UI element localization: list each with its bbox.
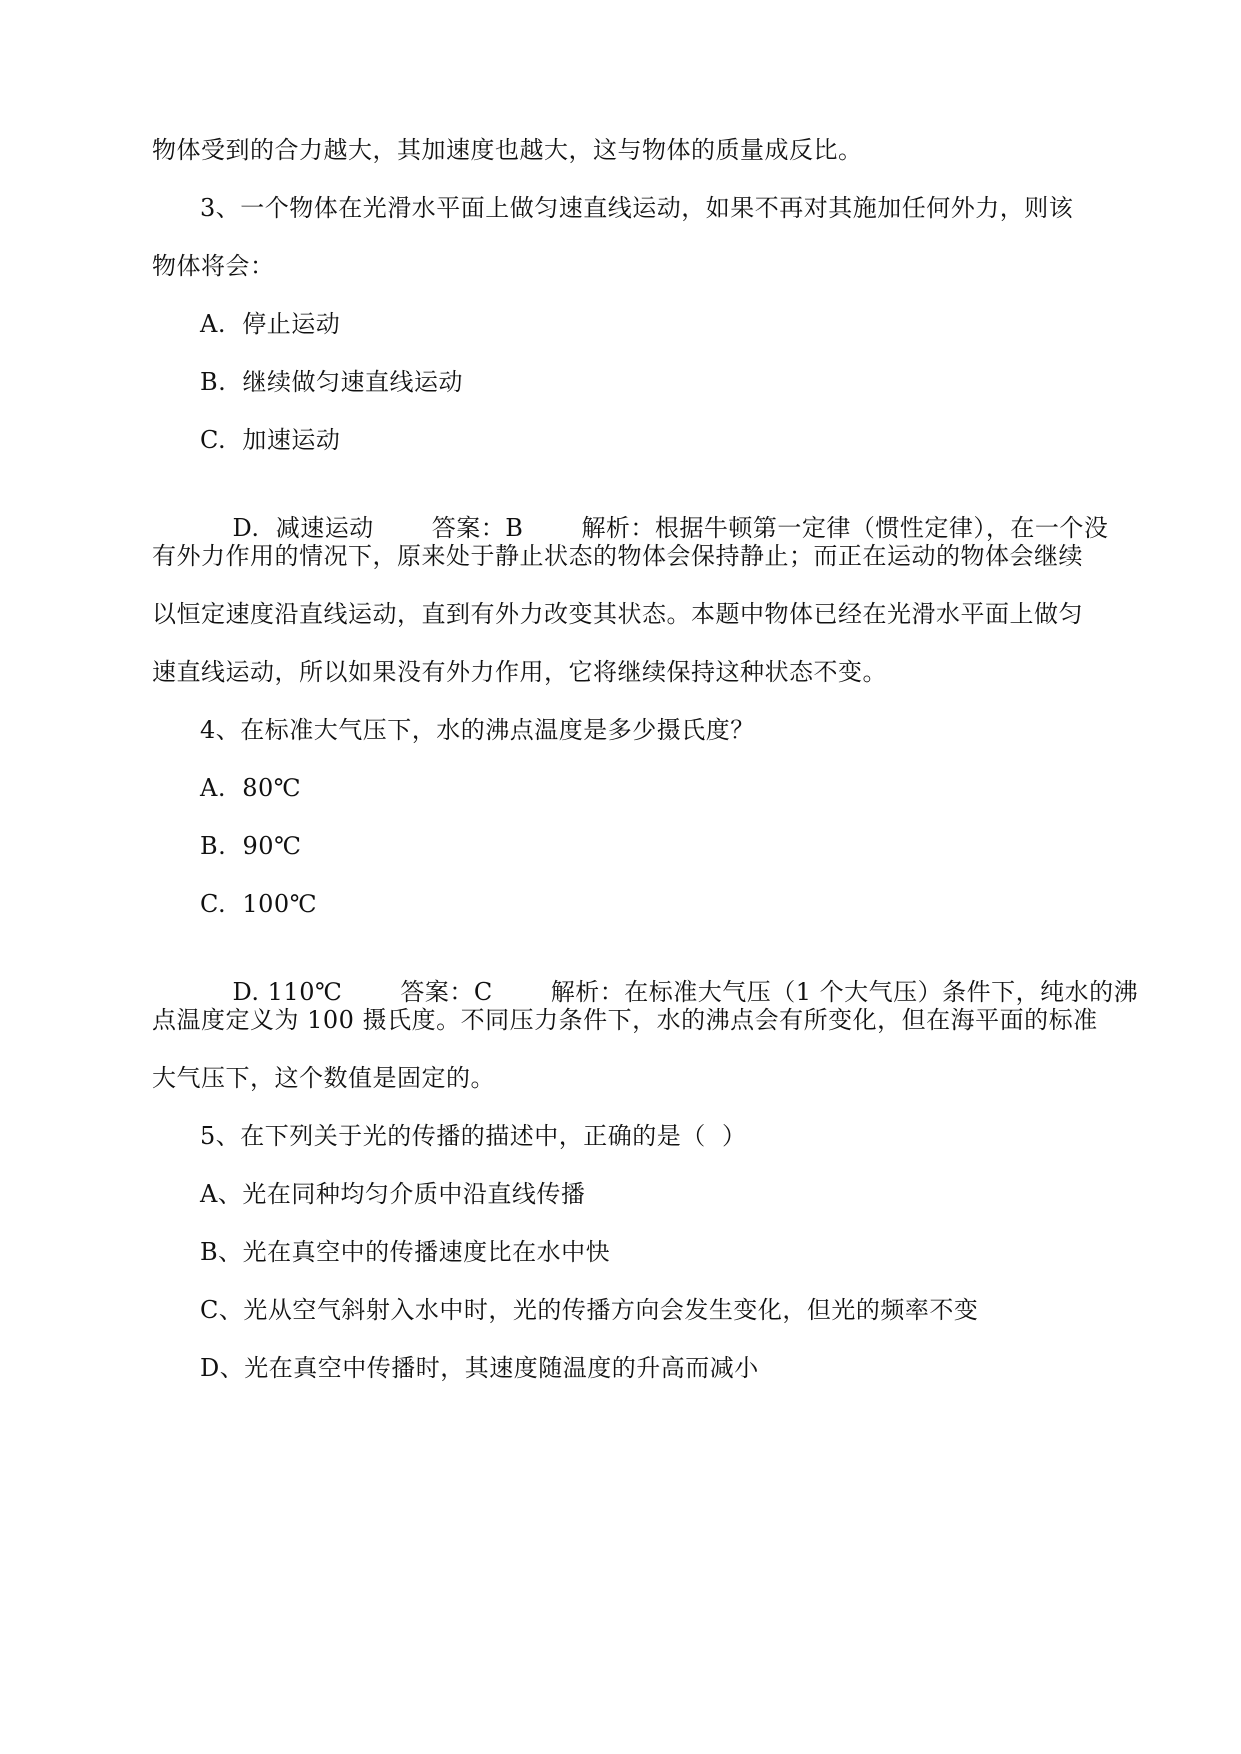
question-3-analysis-start: 解析：根据牛顿第一定律（惯性定律），在一个没 (581, 514, 1109, 542)
question-3-option-c: C. 加速运动 (200, 426, 341, 454)
question-3-answer: 答案：B (431, 514, 524, 542)
question-3-text-cont: 物体将会： (152, 252, 275, 280)
question-4-option-a: A. 80℃ (200, 774, 302, 802)
question-3-option-a: A. 停止运动 (200, 310, 341, 338)
question-5-option-d: D、光在真空中传播时，其速度随温度的升高而减小 (200, 1354, 759, 1382)
question-5-option-c: C、光从空气斜射入水中时，光的传播方向会发生变化，但光的频率不变 (200, 1296, 979, 1324)
question-4-analysis-start: 解析：在标准大气压（1 个大气压）条件下，纯水的沸 (550, 978, 1139, 1006)
question-4-analysis-line: 点温度定义为 100 摄氏度。不同压力条件下，水的沸点会有所变化，但在海平面的标准 (152, 1006, 1098, 1034)
question-5-option-b: B、光在真空中的传播速度比在水中快 (200, 1238, 611, 1266)
question-3-analysis-line: 以恒定速度沿直线运动，直到有外力改变其状态。本题中物体已经在光滑水平面上做匀 (152, 600, 1083, 628)
question-3-option-d: D. 减速运动 (232, 514, 374, 542)
question-4-answer: 答案：C (400, 978, 493, 1006)
question-3-analysis-line: 速直线运动，所以如果没有外力作用，它将继续保持这种状态不变。 (152, 658, 887, 686)
question-5-option-a: A、光在同种均匀介质中沿直线传播 (200, 1180, 586, 1208)
question-4-option-d: D. 110℃ (232, 978, 343, 1006)
question-3-analysis-line: 有外力作用的情况下，原来处于静止状态的物体会保持静止；而正在运动的物体会继续 (152, 542, 1083, 570)
question-3-text: 3、一个物体在光滑水平面上做匀速直线运动，如果不再对其施加任何外力，则该 (200, 194, 1074, 222)
question-4-option-b: B. 90℃ (200, 832, 302, 860)
paragraph-continuation: 物体受到的合力越大，其加速度也越大，这与物体的质量成反比。 (152, 136, 863, 164)
question-3-option-b: B. 继续做匀速直线运动 (200, 368, 464, 396)
question-4-analysis-line: 大气压下，这个数值是固定的。 (152, 1064, 495, 1092)
question-5-text: 5、在下列关于光的传播的描述中，正确的是（ ） (200, 1122, 747, 1150)
question-4-text: 4、在标准大气压下，水的沸点温度是多少摄氏度？ (200, 716, 755, 744)
question-4-option-c: C. 100℃ (200, 890, 318, 918)
